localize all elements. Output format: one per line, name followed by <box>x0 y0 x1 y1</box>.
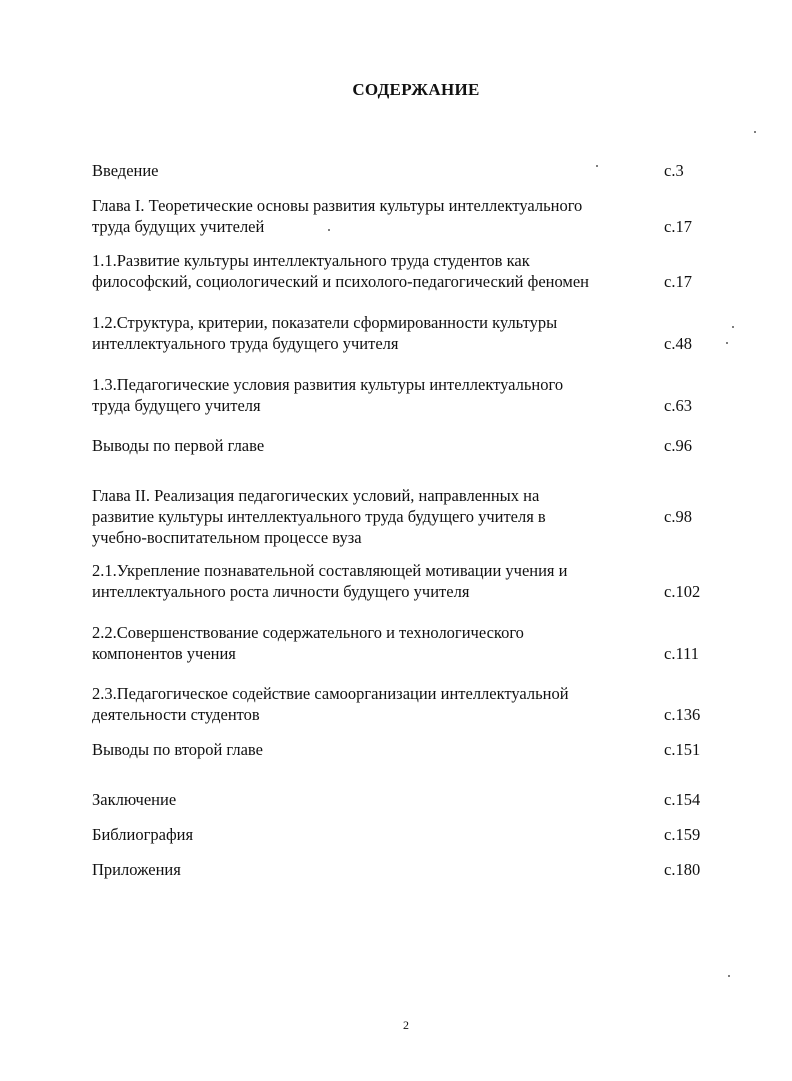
toc-entry-section-1-2 <box>92 312 712 354</box>
toc-entry-text: 1.1.Развитие культуры интеллектуального труда студентов как философский, социологический и психолого-педагогический феномен <box>92 251 590 291</box>
toc-entry-page: с.151 <box>664 740 701 759</box>
toc-entry-introduction <box>92 160 712 181</box>
toc-entry-page: с.154 <box>664 790 701 809</box>
toc-entry-page: с.136 <box>664 705 701 724</box>
toc-entry-chapter-2 <box>92 485 712 548</box>
toc-entry-text: 2.3.Педагогическое содействие самоорганизации интеллектуальной деятельности студентов <box>92 684 569 724</box>
toc-entry-page: с.102 <box>664 582 701 601</box>
toc-entry-conclusions-1 <box>92 435 712 456</box>
scan-speck <box>732 326 734 328</box>
scan-speck <box>726 342 728 344</box>
scan-speck <box>596 165 598 167</box>
scan-speck <box>328 229 330 231</box>
toc-entry-chapter-1 <box>92 195 712 237</box>
toc-entry-text: 1.3.Педагогические условия развития культуры интеллектуального труда будущего учителя <box>92 375 564 415</box>
toc-entry-page: с.98 <box>664 507 692 526</box>
toc-entry-section-2-3 <box>92 683 712 725</box>
toc-entry-section-2-2 <box>92 622 712 664</box>
toc-entry-text: Выводы по второй главе <box>92 740 263 759</box>
toc-entry-conclusions-2 <box>92 739 712 760</box>
toc-entry-page: с.63 <box>664 396 692 415</box>
toc-entry-conclusion <box>92 789 712 810</box>
toc-entry-text: 1.2.Структура, критерии, показатели сформированности культуры интеллектуального труда будущего учителя <box>92 313 558 353</box>
toc-entry-section-1-3 <box>92 374 712 416</box>
toc-entry-page: с.48 <box>664 334 692 353</box>
toc-entry-page: с.17 <box>664 272 692 291</box>
toc-entry-section-2-1 <box>92 560 712 602</box>
toc-entry-text: Приложения <box>92 860 181 879</box>
toc-entry-text: 2.2.Совершенствование содержательного и технологического компонентов учения <box>92 623 524 663</box>
page-number: 2 <box>403 1018 409 1032</box>
toc-entry-text: 2.1.Укрепление познавательной составляющей мотивации учения и интеллектуального роста личности будущего учителя <box>92 561 568 601</box>
toc-entry-page: с.159 <box>664 825 701 844</box>
toc-entry-text: Библиография <box>92 825 194 844</box>
toc-entry-page: с.180 <box>664 860 701 879</box>
toc-entry-text: Введение <box>92 161 159 180</box>
toc-entry-section-1-1 <box>92 250 712 292</box>
scan-speck <box>728 975 730 977</box>
toc-entry-appendices <box>92 859 712 880</box>
toc-entry-page: с.96 <box>664 436 692 455</box>
toc-entry-page: с.17 <box>664 217 692 236</box>
toc-entry-text: Заключение <box>92 790 177 809</box>
toc-entry-text: Выводы по первой главе <box>92 436 265 455</box>
toc-entry-page: с.111 <box>664 644 699 663</box>
toc-entry-text: Глава II. Реализация педагогических условий, направленных на развитие культуры интеллектуального труда будущего учителя в учебно-воспитательном процессе вуза <box>92 486 546 547</box>
toc-entry-text: Глава I. Теоретические основы развития культуры интеллектуального труда будущих учителей <box>92 196 583 236</box>
toc-entry-page: с.3 <box>664 161 684 180</box>
scan-speck <box>754 131 756 133</box>
toc-entry-bibliography <box>92 824 712 845</box>
page-title: СОДЕРЖАНИЕ <box>352 80 480 99</box>
